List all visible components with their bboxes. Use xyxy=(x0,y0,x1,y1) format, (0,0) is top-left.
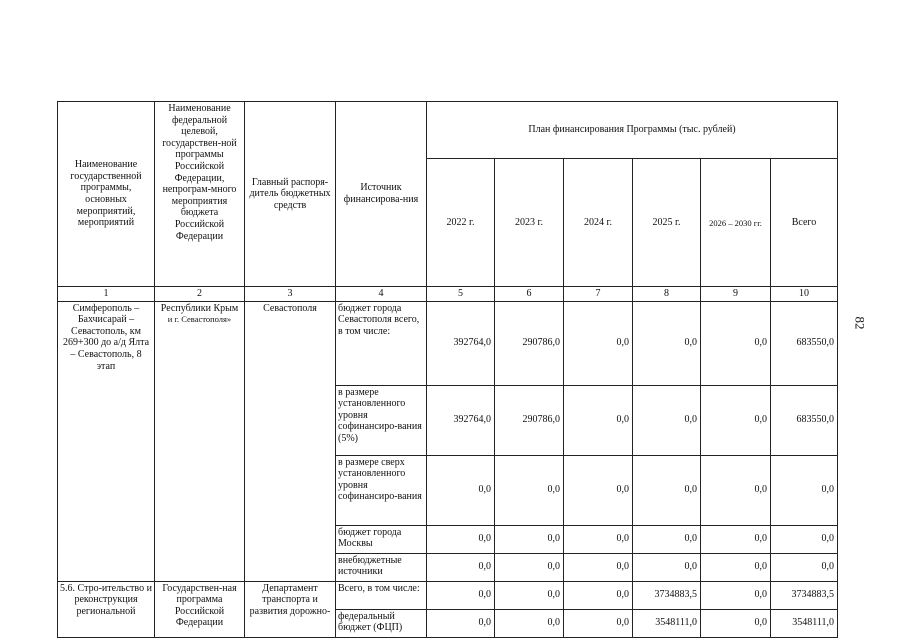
value-cell: 0,0 xyxy=(701,581,771,609)
header-federal-program: Наименование федеральной целевой, государствен-ной программы Российской Федерации, непрограм-много мероприятия бюджета Российской Федерации xyxy=(155,102,245,287)
source-cell: в размере установленного уровня софинансиро-вания (5%) xyxy=(336,385,427,455)
header-total: Всего xyxy=(771,159,838,287)
source-cell: федеральный бюджет (ФЦП) xyxy=(336,609,427,637)
value-cell: 0,0 xyxy=(427,609,495,637)
value-cell: 0,0 xyxy=(771,553,838,581)
program-name-cell: 5.6. Стро-ительство и реконструкция региональной xyxy=(58,581,155,637)
column-number: 3 xyxy=(245,287,336,302)
value-cell: 0,0 xyxy=(771,525,838,553)
header-program-name: Наименование государственной программы, основных мероприятий, мероприятий xyxy=(58,102,155,287)
value-cell: 392764,0 xyxy=(427,385,495,455)
table-row xyxy=(58,301,838,385)
value-cell: 0,0 xyxy=(564,385,633,455)
federal-program-line: Республики Крым xyxy=(160,302,239,314)
value-cell: 0,0 xyxy=(633,525,701,553)
value-cell: 0,0 xyxy=(427,581,495,609)
federal-program-line: и г. Севастополя» xyxy=(167,314,232,325)
value-cell: 0,0 xyxy=(701,385,771,455)
value-cell: 0,0 xyxy=(495,525,564,553)
value-cell: 0,0 xyxy=(564,455,633,525)
source-cell: в размере сверх установленного уровня софинансиро-вания xyxy=(336,455,427,525)
column-number: 4 xyxy=(336,287,427,302)
column-number: 1 xyxy=(58,287,155,302)
program-name-cell: Симферополь – Бахчисарай – Севастополь, км 269+300 до а/д Ялта – Севастополь, 8 этап xyxy=(58,301,155,581)
page-number: 82 xyxy=(852,316,868,330)
value-cell: 683550,0 xyxy=(771,385,838,455)
value-cell: 0,0 xyxy=(701,525,771,553)
value-cell: 0,0 xyxy=(633,455,701,525)
column-number: 7 xyxy=(564,287,633,302)
value-cell: 0,0 xyxy=(771,455,838,525)
value-cell: 290786,0 xyxy=(495,301,564,385)
header-year-2025: 2025 г. xyxy=(633,159,701,287)
value-cell: 0,0 xyxy=(701,301,771,385)
distributor-cell: Севастополя xyxy=(245,301,336,581)
column-number: 2 xyxy=(155,287,245,302)
table-row xyxy=(58,581,838,609)
value-cell: 0,0 xyxy=(427,455,495,525)
value-cell: 0,0 xyxy=(427,525,495,553)
value-cell: 3734883,5 xyxy=(633,581,701,609)
value-cell: 0,0 xyxy=(427,553,495,581)
value-cell: 0,0 xyxy=(701,553,771,581)
distributor-cell: Департамент транспорта и развития дорожно- xyxy=(245,581,336,637)
value-cell: 0,0 xyxy=(701,609,771,637)
federal-program-cell xyxy=(155,301,245,581)
header-funding-source: Источник финансирова-ния xyxy=(336,102,427,287)
value-cell: 0,0 xyxy=(633,553,701,581)
value-cell: 0,0 xyxy=(564,581,633,609)
header-budget-distributor: Главный распоря-дитель бюджетных средств xyxy=(245,102,336,287)
value-cell: 0,0 xyxy=(495,609,564,637)
source-cell: Всего, в том числе: xyxy=(336,581,427,609)
value-cell: 683550,0 xyxy=(771,301,838,385)
value-cell: 3548111,0 xyxy=(771,609,838,637)
value-cell: 3548111,0 xyxy=(633,609,701,637)
column-number: 10 xyxy=(771,287,838,302)
value-cell: 0,0 xyxy=(633,385,701,455)
value-cell: 290786,0 xyxy=(495,385,564,455)
header-year-2026-2030: 2026 – 2030 гг. xyxy=(701,159,771,287)
value-cell: 0,0 xyxy=(495,553,564,581)
federal-program-cell: Государствен-ная программа Российской Федерации xyxy=(155,581,245,637)
value-cell: 0,0 xyxy=(701,455,771,525)
value-cell: 0,0 xyxy=(495,581,564,609)
source-cell: бюджет города Севастополя всего, в том числе: xyxy=(336,301,427,385)
source-cell: бюджет города Москвы xyxy=(336,525,427,553)
value-cell: 0,0 xyxy=(564,609,633,637)
column-number: 9 xyxy=(701,287,771,302)
column-number: 5 xyxy=(427,287,495,302)
header-financing-plan: План финансирования Программы (тыс. рублей) xyxy=(427,102,838,159)
financing-table xyxy=(57,101,838,638)
source-cell: внебюджетные источники xyxy=(336,553,427,581)
value-cell: 392764,0 xyxy=(427,301,495,385)
value-cell: 0,0 xyxy=(564,525,633,553)
column-number: 6 xyxy=(495,287,564,302)
value-cell: 0,0 xyxy=(633,301,701,385)
value-cell: 3734883,5 xyxy=(771,581,838,609)
value-cell: 0,0 xyxy=(564,301,633,385)
value-cell: 0,0 xyxy=(564,553,633,581)
column-number: 8 xyxy=(633,287,701,302)
value-cell: 0,0 xyxy=(495,455,564,525)
header-year-2022: 2022 г. xyxy=(427,159,495,287)
header-year-2023: 2023 г. xyxy=(495,159,564,287)
header-year-2024: 2024 г. xyxy=(564,159,633,287)
